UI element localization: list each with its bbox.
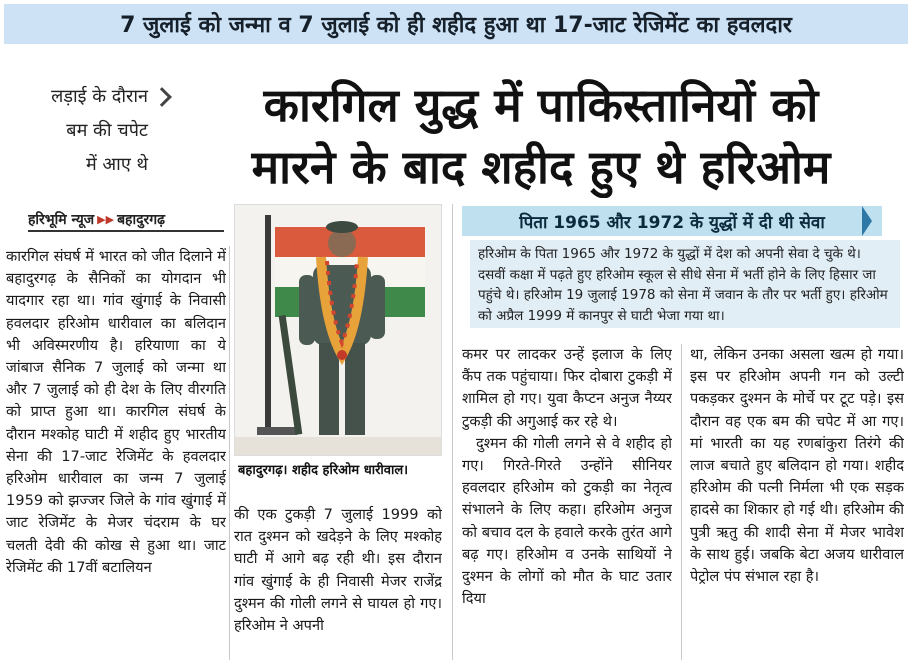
byline-place: बहादुरगढ़ [117, 211, 166, 228]
byline [28, 208, 224, 232]
statue-head [328, 229, 356, 257]
article-column-2 [234, 504, 442, 660]
article-paragraph: दुश्मन की गोली लगने से वे शहीद हो गए। गिरते-गिरते उन्होंने सीनियर हवलदार हरिओम को टुकड़ी का नेतृत्व संभालने के लिए कहा। हरिओम अनुज को बचाव दल के हवाले करके तुरंत आगे बढ़ गए। हरिओम व उनके साथियों ने दुश्मन के लोगों को मौत के घाट उतार दिया [462, 434, 672, 608]
article-paragraph: था, लेकिन उनका असला खत्म हो गया। इस पर हरिओम अपनी गन को उल्टी पकड़कर दुश्मन के मोर्चे पर टूट पड़े। इस दौरान वह एक बम की चपेट में आ गए। मां भारती का यह रणबांकुरा तिरंगे की लाज बचाते हुए बलिदान हो गया। शहीद हरिओम की पत्नी निर्मला भी एक सड़क हादसे का शिकार हो गई थी। हरिओम की पुत्री ऋतु की शादी सेना में मेजर भावेश के साथ हुई। जबकि बेटा अजय धारीवाल पेट्रोल पंप संभाल रहा है। [690, 346, 904, 586]
side-deck-line: बम की चपेट [66, 120, 148, 141]
article-paragraph: कारगिल संघर्ष में भारत को जीत दिलाने में बहादुरगढ़ के सैनिकों का योगदान भी यादगार रहा था। गांव खुंगाई के निवासी हवलदार हरिओम धारीवाल का बलिदान भी अविस्मरणीय है। हरियाणा का ये जांबाज सैनिक 7 जुलाई को जन्मा था और 7 जुलाई को ही देश के लिए वीरगति को प्राप्त हुआ था। कारगिल संघर्ष के दौरान मश्कोह घाटी में शहीद हुए भारतीय सेना की 17-जाट रेजिमेंट के हवलदार हरिओम धारीवाल का जन्म 7 जुलाई 1959 को झज्जर जिले के गांव खुंगाई में जाट रेजिमेंट के मेजर चंदराम के घर चलती देवी की कोख से हुआ था। जाट रेजिमेंट की 17वीं बटालियन [6, 248, 226, 576]
column-divider [229, 246, 230, 660]
headline-line: मारने के बाद शहीद हुए थे हरिओम [251, 140, 831, 194]
flag-pole [265, 215, 271, 435]
article-column-3 [462, 344, 672, 660]
double-arrow-icon: ▶▶ [97, 212, 115, 226]
article-column-4 [690, 344, 904, 660]
column-divider [452, 204, 453, 660]
kicker-headline: 7 जुलाई को जन्मा व 7 जुलाई को ही शहीद हुआ था 17-जाट रेजिमेंट का हवलदार [4, 4, 908, 44]
triangle-marker-icon [862, 206, 872, 236]
sidebar-text: हरिओम के पिता 1965 और 1972 के युद्धों में देश को अपनी सेवा दे चुके थे। दसवीं कक्षा में पढ़ते हुए हरिओम स्कूल से सीधे सेना में भर्ती होने के लिए हिसार जा पहुंचे थे। हरिओम 19 जुलाई 1978 को सेना में जवान के तौर पर भर्ती हुए। हरिओम को अप्रैल 1999 में कानपुर से घाटी भेजा गया था। [478, 246, 888, 324]
martyr-photo [234, 204, 442, 456]
photo-caption: बहादुरगढ़। शहीद हरिओम धारीवाल। [238, 463, 409, 478]
article-paragraph: कमर पर लादकर उन्हें इलाज के लिए कैंप तक पहुंचाया। फिर दोबारा टुकड़ी में शामिल हो गए। युवा कैप्टन अनुज नैय्यर टुकड़ी की अगुआई कर रहे थे। [462, 346, 672, 430]
side-deck [8, 80, 148, 190]
side-deck-line: लड़ाई के दौरान [51, 86, 148, 107]
byline-source: हरिभूमि न्यूज [28, 211, 95, 228]
article-paragraph: की एक टुकड़ी 7 जुलाई 1999 को रात दुश्मन को खदेड़ने के लिए मश्कोह घाटी में आगे बढ़ रही थी। इस दौरान गांव खुंगाई के ही निवासी मेजर राजेंद्र दुश्मन की गोली लगने से घायल हो गए। हरिओम ने अपनी [234, 506, 442, 635]
article-column-1 [6, 246, 226, 660]
chevron-right-icon [152, 87, 172, 107]
side-deck-line: में आए थे [85, 154, 148, 175]
statue-illustration [235, 205, 442, 456]
column-divider [681, 344, 682, 660]
sidebar-title: पिता 1965 और 1972 के युद्धों में दी थी सेवा [462, 206, 882, 236]
sidebar-box [470, 240, 900, 328]
main-headline [178, 74, 904, 198]
headline-line: कारगिल युद्ध में पाकिस्तानियों को [263, 78, 819, 132]
